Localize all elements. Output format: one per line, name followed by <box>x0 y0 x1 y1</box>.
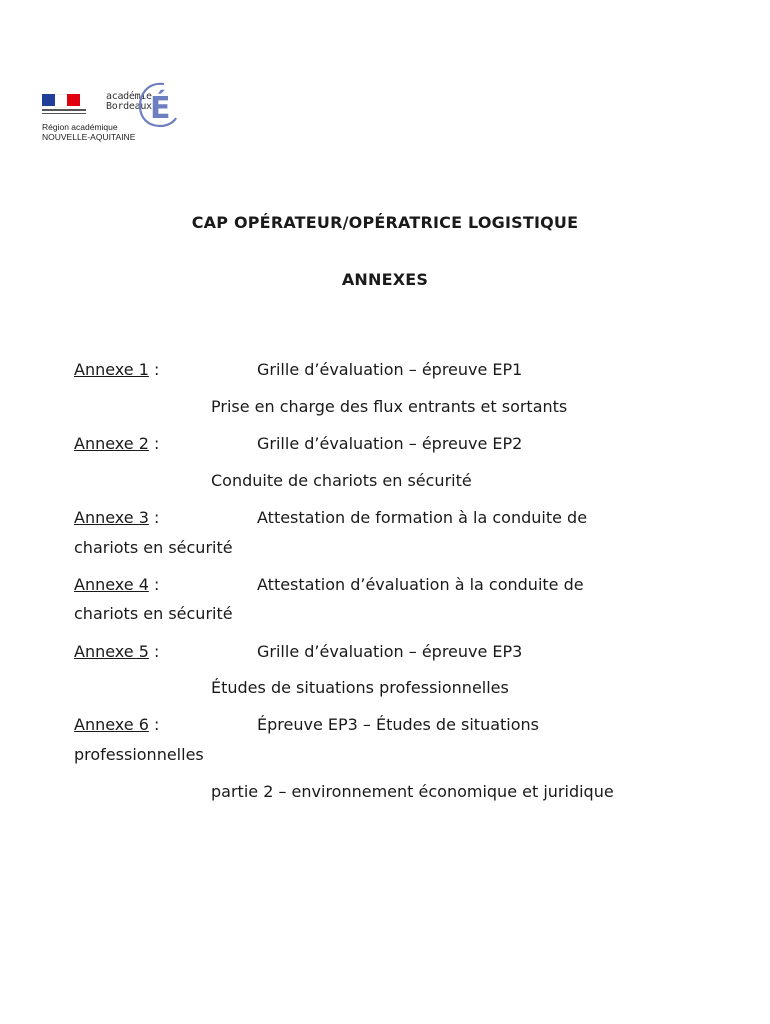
annex-6-title-wrap: professionnelles <box>74 745 204 764</box>
annex-6-title: Épreuve EP3 – Études de situations <box>257 715 539 734</box>
page-subtitle: ANNEXES <box>341 270 429 289</box>
annex-3-title: Attestation de formation à la conduite de <box>257 508 588 527</box>
annex-3-title-wrap: chariots en sécurité <box>74 538 233 557</box>
page-title: CAP OPÉRATEUR/OPÉRATRICE LOGISTIQUE <box>191 213 579 232</box>
republique-caption-icon <box>42 109 86 117</box>
annex-6-detail: partie 2 – environnement économique et juridique <box>211 782 614 801</box>
annex-4-title: Attestation d’évaluation à la conduite de <box>257 575 584 594</box>
annex-5-title: Grille d’évaluation – épreuve EP3 <box>257 642 523 661</box>
region-label: Région académique NOUVELLE-AQUITAINE <box>42 122 136 142</box>
annex-4-title-wrap: chariots en sécurité <box>74 604 233 623</box>
annex-5-label: Annexe 5 : <box>74 642 160 661</box>
annex-3-label: Annexe 3 : <box>74 508 160 527</box>
annex-2-detail: Conduite de chariots en sécurité <box>211 471 472 490</box>
annex-1-detail: Prise en charge des flux entrants et sortants <box>211 397 568 416</box>
annex-5-detail: Études de situations professionnelles <box>211 678 509 697</box>
annex-2-title: Grille d’évaluation – épreuve EP2 <box>257 434 523 453</box>
annex-4-label: Annexe 4 : <box>74 575 160 594</box>
academie-wordmark: académie Bordeaux <box>106 91 152 112</box>
annex-6-label: Annexe 6 : <box>74 715 160 734</box>
republique-flag-icon <box>42 94 80 106</box>
annex-2-label: Annexe 2 : <box>74 434 160 453</box>
svg-text:É: É <box>150 91 171 126</box>
annex-1-title: Grille d’évaluation – épreuve EP1 <box>257 360 523 379</box>
annex-1-label: Annexe 1 : <box>74 360 160 379</box>
academie-e-icon <box>134 74 180 128</box>
header-logo <box>42 72 192 144</box>
